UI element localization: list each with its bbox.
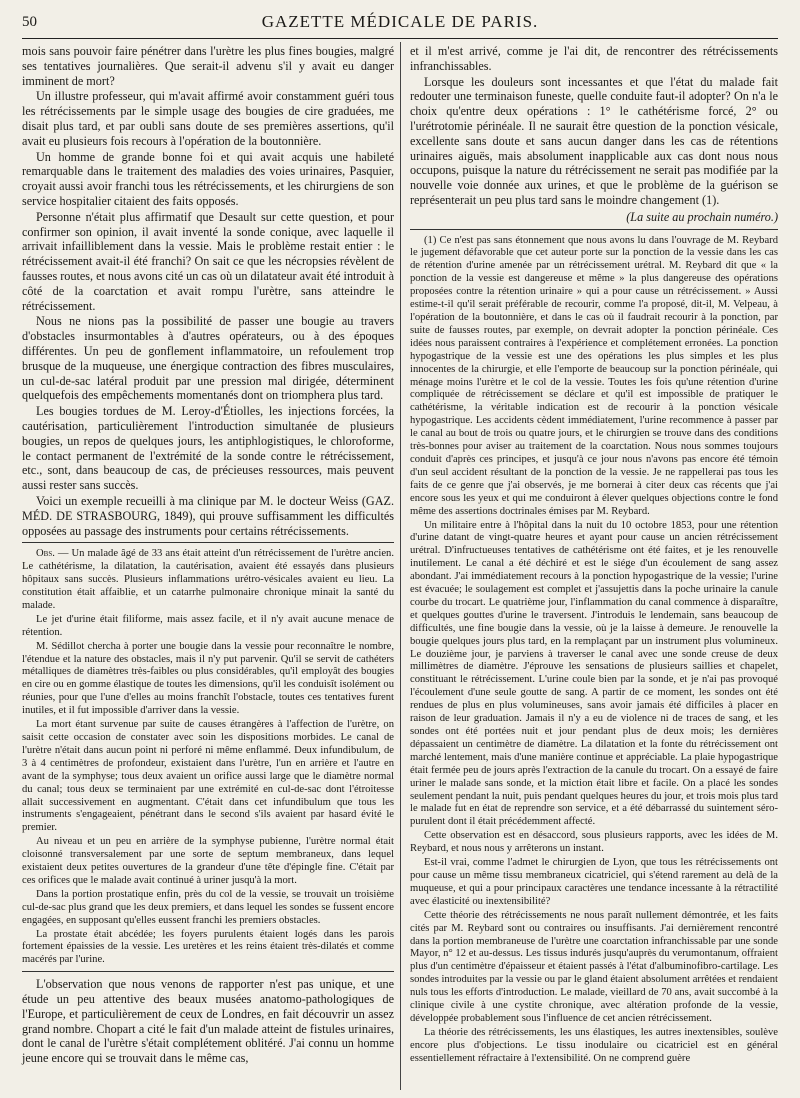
footnote-separator bbox=[410, 229, 778, 230]
paragraph: Les bougies tordues de M. Leroy-d'Étiolles, les injections forcées, la cautérisation, particulièrement l'introduction simultanée de plusieurs bougies, un repos de quelques jours, les antiphlogistiques, le chloroforme, le contact permanent de l'extrémité de la sonde contre le rétrécissement, etc., sont, dans beaucoup de cas, de précieuses ressources, mais peuvent aussi rester sans succès. bbox=[22, 404, 394, 493]
observation-paragraph: La prostate était abcédée; les foyers purulents étaient logés dans les parois fortement épaissies de la vessie. Les uretères et les reins étaient très-dilatés et comme macérés par l'urine. bbox=[22, 928, 394, 966]
page-header bbox=[22, 10, 778, 36]
footnote-paragraph: Cette observation est en désaccord, sous plusieurs rapports, avec les idées de M. Reybard, et nous nous y arrêterons un instant. bbox=[410, 830, 778, 855]
observation-paragraph: La mort étant survenue par suite de causes étrangères à l'affection de l'urètre, on saisit cette occasion de constater avec soin les dispositions morbides. Le canal de l'urètre n'était dans aucun point ni perforé ni même enflammé. Deux infundibulum, de 3 à 4 centimètres de profondeur, existaient dans l'urètre, l'un en arrière et l'autre en avant de la symphyse; tous deux avaient un orifice aussi large que le diamètre normal du canal; tous deux se terminaient par une extrémité en cul-de-sac dont l'étroitesse allait successivement en augmentant. C'était dans cet infundibulum que tous les instruments s'engageaient, pénétrant dans le second s'ils avaient par hasard évité le premier. bbox=[22, 719, 394, 834]
paragraph: Voici un exemple recueilli à ma clinique par M. le docteur Weiss (GAZ. MÉD. DE STRASBOURG, 1849), qui prouve suffisamment les difficultés opposées au passage des instruments pour certains rétrécissements. bbox=[22, 493, 394, 538]
observation-paragraph: Au niveau et un peu en arrière de la symphyse pubienne, l'urètre normal était cloisonné transversalement par une sorte de septum membraneux, dans lequel existaient deux petites ouvertures de la grandeur d'une tête d'épingle fine. C'était par ces orifices que le malade avait continué à uriner jusqu'à la mort. bbox=[22, 836, 394, 886]
footnote-paragraph: Un militaire entre à l'hôpital dans la nuit du 10 octobre 1853, pour une rétention d'urine datant de vingt-quatre heures et ayant pour cause un ancien rétrécissement urétral. D'infructueuses tentatives de cathétérisme ont été faites, et je les renouvelle inutilement. Le canal a été déchiré et est le siége d'un écoulement de sang assez abondant. J'ai immédiatement recours à la ponction hypogastrique de la vessie; l'urine est évacuée; le soulagement est complet et j'assujettis dans la poche urinaire la canule courbe du trocart. Le quatrième jour, l'inflammation du canal commence à disparaître, et quelques gouttes d'urine le traversent. J'introduis le lendemain, sans beaucoup de difficultés, une fine bougie dans la vessie, où je la laisse à demeure. Je renouvelle la bougie quelques jours plus tard, en la remplaçant par un instrument plus volumineux. Le douzième jour, je parviens à traverser le canal avec une sonde creuse de deux millimètres de diamètre. J'éprouve les sensations de plusieurs saillies et chapelet, constituant le rétrécissement. L'urine coule bien par la sonde, et je n'ai pas provoqué l'écoulement d'une seule goutte de sang. A partir de ce moment, les sondes ont été rendues de plus en plus volumineuses, sans avoir jamais été difficiles à placer en raison de leur graduation. Jamais il n'y a eu de violence ni de traces de sang, et les sondes ont été portées nuit et jour pendant plus de deux mois; les dernières dépassaient un centimètre de diamètre. La dilatation et la fonte du rétrécissement ont marché lentement, mais d'une manière continue et appréciable. La plaie hypogastrique était fermée peu de jours après l'extraction de la canule du trocart. On a essayé de faire uriner le malade sans sonde, et la miction était libre et facile. On a placé les sondes seulement pendant la nuit, puis pendant quelques heures du jour, et trois mois plus tard le malade fut en état de reprendre son service, et a été débarrassé du suintement séro-purulent dont il était précédemment affecté. bbox=[410, 519, 778, 828]
header-rule bbox=[22, 38, 778, 39]
separator bbox=[22, 542, 394, 543]
paragraph: Un homme de grande bonne foi et qui avait acquis une habileté remarquable dans le traitement des maladies des voies urinaires, Pasquier, croyait aussi avoir franchi tous les rétrécissements, et les chirurgiens de son service hospitalier citaient des faits opposés. bbox=[22, 149, 394, 208]
observation-label: Obs. bbox=[36, 548, 55, 560]
column-divider bbox=[400, 42, 401, 1090]
footnote-block bbox=[410, 235, 778, 1066]
footnote-paragraph: (1) Ce n'est pas sans étonnement que nous avons lu dans l'ouvrage de M. Reybard le jugement défavorable que cet auteur porte sur la ponction de la vessie dans les cas de rétention d'urine amenée par un rétrécissement urétral. M. Reybard dit que « la ponction de la vessie est dangereuse et même » la plus dangereuse des opérations proposées contre la rétention urinaire » qui a pour cause un rétrécissement. » Aussi estime-t-il qu'il serait préférable de recourir, comme l'a proposé, dit-il, M. Velpeau, à l'opération de la boutonnière, et dans le cas où il faudrait recourir à la ponction, par suite de fausses routes, par exemple, on devrait adopter la ponction périnéale. Ces idées nous paraissent contraires à l'expérience et complétement erronées. La ponction hypogastrique de la vessie est une des opérations les plus simples et les plus innocentes de la chirurgie, et elle l'emporte de beaucoup sur la ponction périnéale, qui ménage moins l'urètre et le col de la vessie. Toutes les fois qu'une rétention d'urine compliquée de rétrécissement se déclare et qu'il est impossible de pratiquer le cathétérisme, la véritable indication est de recourir à la ponction vésicale hypogastrique. Les accidents cèdent immédiatement, l'urine recommence à passer par le canal au bout de trois ou quatre jours, et le chirurgien se trouve dans des conditions très-bonnes pour aviser au traitement de la coarctation. Nous nous sommes toujours conduit d'après ces principes, et jusqu'à ce jour nous n'avons pas encore été témoin d'un seul accident résultant de la ponction de la vessie. Je ne rappellerai pas tous les faits de ce genre que j'ai observés, je me bornerai à citer deux cas récents que j'ai encore sous les yeux et qui me conduiront à élever quelques objections contre le fond même des assertions doctrinales émises par M. Reybard. bbox=[410, 234, 778, 517]
footnote-paragraph: Cette théorie des rétrécissements ne nous paraît nullement démontrée, et les faits cités par M. Reybard sont ou contraires ou insuffisants. J'ai dernièrement rencontré dans la portion membraneuse de l'urètre une coarctation infranchissable par une sonde Mayor, n° 12 et au-dessus. Les tissus indurés jusqu'auprès du verumontanum, offraient plus d'un centimètre d'épaisseur et étaient passés à l'état d'albuminofibro-cartilage. Les sondes introduites par la vessie ou par le gland étaient absolument arrêtées et rendaient nuls tous les efforts d'introduction. Le malade, vieillard de 70 ans, avait succombé à la clinique civile à une cystite chronique, avec altération profonde de la vessie, développée probablement sous l'influence de cet ancien rétrécissement. bbox=[410, 909, 779, 1024]
footnote-paragraph: La théorie des rétrécissements, les uns élastiques, les autres inextensibles, soulève encore plus d'objections. Le tissu inodulaire ou cicatriciel est en général essentiellement réfractaire à l'extensibilité. On ne comprend guère bbox=[410, 1026, 778, 1064]
paragraph: et il m'est arrivé, comme je l'ai dit, de rencontrer des rétrécissements infranchissables. bbox=[410, 44, 778, 73]
right-column bbox=[410, 44, 778, 1067]
paragraph: Lorsque les douleurs sont incessantes et que l'état du malade fait redouter une terminaison funeste, quelle conduite faut-il adopter? On n'a le choix qu'entre deux opérations : 1° le cathétérisme forcé, 2° ou l'urétrotomie périnéale. Il ne saurait être question de la ponction vésicale, excellente sans doute et sans aucun danger dans les cas de rétentions urinaires aiguës, mais absolument inapplicable aux cas dont nous nous occupons, puisque la nature du rétrécissement ne serait pas modifiée par la nouvelle voie donnée aux urines, et que le problème de la guérison se représenterait un peu plus tard sans le moindre changement (1). bbox=[410, 74, 778, 207]
observation-paragraph bbox=[22, 548, 394, 613]
observation-text: — Un malade âgé de 33 ans était atteint d'un rétrécissement de l'urètre ancien. Le cathétérisme, la dilatation, la cautérisation, avaient été essayés dans plusieurs hôpitaux sans succès. Plusieurs inflammations urétro-vésicales avaient eu lieu. La constitution était affaiblie, et un catarrhe pulmonaire chronique minait la santé du malade. bbox=[22, 548, 395, 611]
left-column bbox=[22, 44, 394, 1067]
page-number: 50 bbox=[22, 14, 37, 30]
paragraph: Nous ne nions pas la possibilité de passer une bougie au travers d'obstacles insurmontables à d'autres opérateurs, ou à des époques différentes. Un peu de gonflement inflammatoire, un refoulement trop brusque de la muqueuse, une énergique contraction des fibres musculaires, un cul-de-sac latéral produit par une pression mal dirigée, déterminent quelquefois des empêchements momentanés dont on triomphera plus tard. bbox=[22, 314, 394, 403]
observation-paragraph: Le jet d'urine était filiforme, mais assez facile, et il n'y avait aucune menace de rétention. bbox=[22, 613, 394, 638]
journal-title: GAZETTE MÉDICALE DE PARIS. bbox=[261, 12, 539, 31]
paragraph: L'observation que nous venons de rapporter n'est pas unique, et une étude un peu attentive des beaux musées anatomo-pathologiques de l'Europe, et particulièrement de ceux de Londres, en fait découvrir un assez grand nombre. Chopart a cité le fait d'un malade atteint de fistules urinaires, dont le canal de l'urètre s'était complétement oblitéré. J'ai connu un homme jeune encore qui se trouvait dans le même cas, bbox=[22, 977, 394, 1066]
paragraph: mois sans pouvoir faire pénétrer dans l'urètre les plus fines bougies, malgré ses tentatives journalières. Que serait-il advenu s'il y avait eu danger imminent de mort? bbox=[22, 44, 394, 88]
observation-block bbox=[22, 548, 394, 967]
paragraph: Personne n'était plus affirmatif que Desault sur cette question, et pour confirmer son opinion, il avait inventé la sonde conique, avec laquelle il arrivait infailliblement dans la vessie. Mais le problème restait entier : le rétrécissement avait-il été franchi? On sait ce que les nécropsies révèlent de fausses routes, et nous avons cité un cas où un dilatateur avait été introduit à côté de la coarctation et avait rompu l'urètre, sans atteindre le rétrécissement. bbox=[22, 209, 394, 313]
footnote-paragraph: Est-il vrai, comme l'admet le chirurgien de Lyon, que tous les rétrécissements ont pour cause un même tissu membraneux cicatriciel, qui s'étend rarement au delà de la muqueuse, et qui a pour principaux caractères une tendance incessante à la rétractilité avec élasticité ou inextensibilité? bbox=[410, 857, 778, 907]
continuation-note: (La suite au prochain numéro.) bbox=[626, 209, 778, 224]
paragraph: Un illustre professeur, qui m'avait affirmé avoir constamment guéri tous les rétrécissements par le simple usage des bougies de cire graduées, me disait plus tard, et par oubli sans doute de ses premières assertions, qu'il avait eu plusieurs fois recours à l'opération de la boutonnière. bbox=[22, 89, 394, 148]
observation-paragraph: M. Sédillot chercha à porter une bougie dans la vessie pour reconnaître le nombre, l'étendue et la nature des obstacles, mais il n'y put parvenir. Qu'il se servit de cathéters métalliques de diamètres très-faibles ou plus considérables, qu'il employât des bougies en cire ou en gomme élastique de toutes les dimensions, qu'il les conduisît isolément ou réunies, pour que l'une d'elles au moins franchît l'obstacle, toutes ces tentatives furent inutiles, et il fut impossible d'arriver dans la vessie. bbox=[22, 640, 394, 717]
separator bbox=[22, 971, 394, 972]
observation-paragraph: Dans la portion prostatique enfin, près du col de la vessie, se trouvait un troisième cul-de-sac plus grand que les deux premiers, et dans lequel les sondes se fussent encore engagées, en supposant qu'elles eussent franchi les premiers obstacles. bbox=[22, 888, 394, 926]
